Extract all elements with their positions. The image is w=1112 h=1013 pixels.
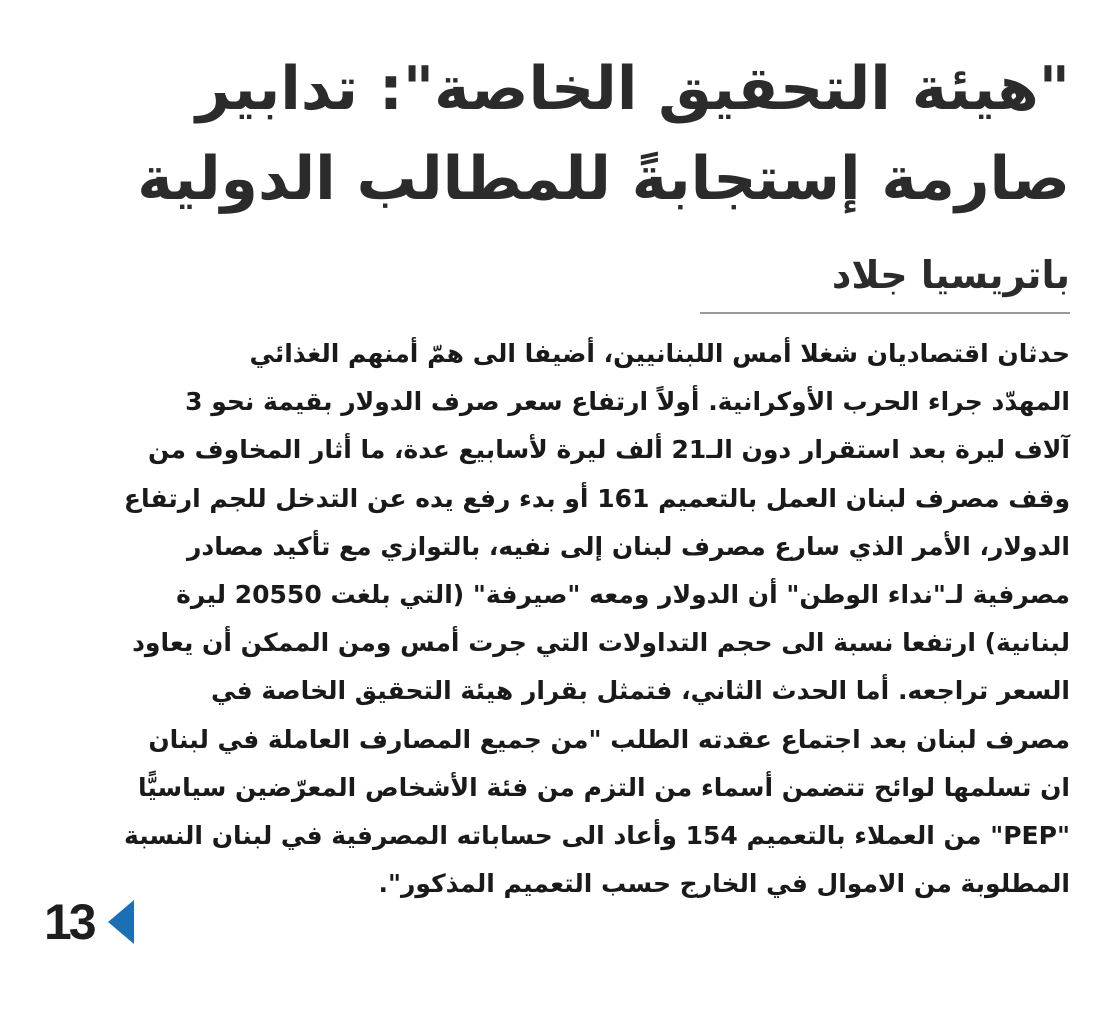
- body-line: المهدّد جراء الحرب الأوكرانية. أولاً ارتفاع سعر صرف الدولار بقيمة نحو 3: [185, 387, 1070, 417]
- body-line: السعر تراجعه. أما الحدث الثاني، فتمثل بقرار هيئة التحقيق الخاصة في: [211, 676, 1070, 706]
- body-line: وقف مصرف لبنان العمل بالتعميم 161 أو بدء رفع يده عن التدخل للجم ارتفاع: [123, 483, 1070, 513]
- body-line: الدولار، الأمر الذي سارع مصرف لبنان إلى نفيه، بالتوازي مع تأكيد مصادر: [186, 531, 1070, 561]
- headline-line: "هيئة التحقيق الخاصة": تدابير: [195, 54, 1070, 124]
- body-line: مصرفية لـ"نداء الوطن" أن الدولار ومعه "صيرفة" (التي بلغت 20550 ليرة: [176, 580, 1070, 610]
- body-line: "PEP" من العملاء بالتعميم 154 وأعاد الى حساباته المصرفية في لبنان النسبة: [124, 821, 1070, 851]
- body-line: حدثان اقتصاديان شغلا أمس اللبنانيين، أضيفا الى همّ أمنهم الغذائي: [249, 339, 1070, 368]
- headline-line: صارمة إستجابةً للمطالب الدولية: [137, 144, 1070, 214]
- headline: [70, 44, 1070, 224]
- page-marker: [44, 892, 134, 952]
- body-line: المطلوبة من الاموال في الخارج حسب التعميم المذكور".: [378, 869, 1070, 899]
- body-line: مصرف لبنان بعد اجتماع عقدته الطلب "من جميع المصارف العاملة في لبنان: [148, 724, 1070, 754]
- triangle-left-icon: [108, 900, 134, 944]
- byline-block: [700, 246, 1070, 314]
- body-line: لبنانية) ارتفعا نسبة الى حجم التداولات التي جرت أمس ومن الممكن أن يعاود: [132, 628, 1070, 658]
- article-body: [40, 330, 1070, 908]
- body-line: ان تسلمها لوائح تتضمن أسماء من التزم من فئة الأشخاص المعرّضين سياسيًّا: [137, 772, 1070, 802]
- byline: باتريسيا جلاد: [831, 253, 1070, 297]
- body-line: آلاف ليرة بعد استقرار دون الـ21 ألف ليرة لأسابيع عدة، ما أثار المخاوف من: [147, 435, 1070, 465]
- page-number: 13: [44, 894, 94, 950]
